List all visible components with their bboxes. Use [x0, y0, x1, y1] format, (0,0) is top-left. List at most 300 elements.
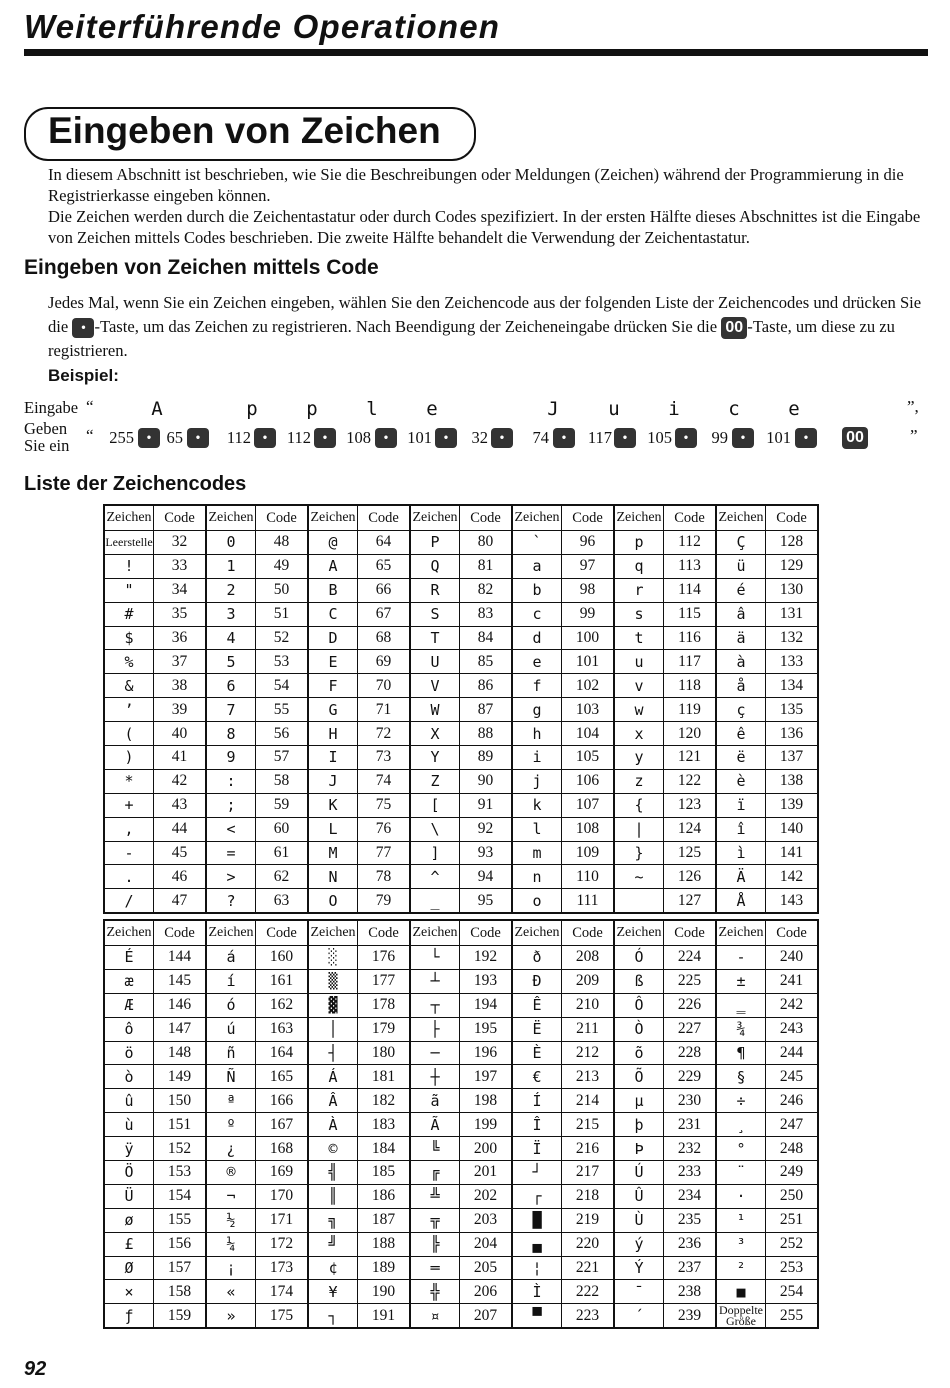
dot-key-icon: •	[72, 318, 94, 338]
code-cell: 112	[664, 531, 717, 555]
code-cell: 180	[358, 1041, 411, 1065]
char-cell: [	[410, 793, 460, 817]
char-cell: o	[512, 889, 562, 913]
char-cell: :	[206, 769, 256, 793]
table-row	[104, 993, 818, 1017]
char-cell: T	[410, 626, 460, 650]
char-cell: ç	[716, 698, 766, 722]
header-code: Code	[664, 505, 717, 531]
example-code: 101	[407, 428, 432, 447]
header-zeichen: Zeichen	[716, 505, 766, 531]
code-cell: 49	[256, 554, 309, 578]
code-cell: 207	[460, 1304, 513, 1328]
code-cell: 214	[562, 1089, 615, 1113]
code-cell: 152	[154, 1137, 207, 1161]
example-code: 99	[711, 428, 728, 447]
code-cell: 143	[766, 889, 819, 913]
header-code: Code	[766, 505, 819, 531]
char-cell: ░	[308, 946, 358, 970]
code-cell: 80	[460, 531, 513, 555]
code-cell: 61	[256, 841, 309, 865]
header-rule	[24, 49, 928, 56]
dot-key-icon: •	[675, 428, 697, 448]
table-row	[104, 1280, 818, 1304]
char-cell: È	[512, 1041, 562, 1065]
char-cell: 7	[206, 698, 256, 722]
example-code: 32	[471, 428, 488, 447]
char-cell: v	[614, 674, 664, 698]
code-cell: 101	[562, 650, 615, 674]
char-cell: ║	[308, 1184, 358, 1208]
code-cell: 94	[460, 865, 513, 889]
code-cell: 225	[664, 969, 717, 993]
code-cell: 223	[562, 1304, 615, 1328]
example-char: A	[151, 398, 163, 420]
code-cell: 217	[562, 1161, 615, 1185]
code-cell: 137	[766, 746, 819, 770]
code-cell: 245	[766, 1065, 819, 1089]
code-cell: 33	[154, 554, 207, 578]
code-cell: 195	[460, 1017, 513, 1041]
char-cell: z	[614, 769, 664, 793]
example-char: i	[668, 398, 680, 420]
code-cell: 155	[154, 1208, 207, 1232]
char-cell: M	[308, 841, 358, 865]
example-close-quote: ”,	[907, 397, 919, 416]
table-row	[104, 531, 818, 555]
dot-key-icon: •	[314, 428, 336, 448]
header-code: Code	[256, 920, 309, 946]
char-cell: /	[104, 889, 154, 913]
char-cell: ú	[206, 1017, 256, 1041]
code-cell: 210	[562, 993, 615, 1017]
example-char: u	[608, 398, 620, 420]
char-cell: ò	[104, 1065, 154, 1089]
char-cell: >	[206, 865, 256, 889]
char-cell: ´	[614, 1304, 664, 1328]
instructions-text-1: Jedes Mal, wenn Sie ein Zeichen eingeben, wählen Sie den Zeichencode aus der folgenden Liste der Zeichencodes und drücken Sie die	[48, 293, 922, 336]
char-cell: %	[104, 650, 154, 674]
char-cell: Ñ	[206, 1065, 256, 1089]
code-cell: 184	[358, 1137, 411, 1161]
header-zeichen: Zeichen	[410, 920, 460, 946]
code-cell: 54	[256, 674, 309, 698]
char-cell: ë	[716, 746, 766, 770]
table-row	[104, 889, 818, 913]
char-cell: y	[614, 746, 664, 770]
code-cell: 123	[664, 793, 717, 817]
table-row	[104, 946, 818, 970]
code-cell: 132	[766, 626, 819, 650]
example-close-quote: ”	[910, 426, 918, 445]
code-cell: 236	[664, 1232, 717, 1256]
char-cell: -	[104, 841, 154, 865]
code-cell: 229	[664, 1065, 717, 1089]
code-cell: 114	[664, 578, 717, 602]
char-cell: Ù	[614, 1208, 664, 1232]
header-zeichen: Zeichen	[410, 505, 460, 531]
char-cell: ╦	[410, 1208, 460, 1232]
header-zeichen: Zeichen	[512, 920, 562, 946]
code-cell: 237	[664, 1256, 717, 1280]
code-cell: 144	[154, 946, 207, 970]
code-cell: 43	[154, 793, 207, 817]
code-cell: 110	[562, 865, 615, 889]
code-cell: 251	[766, 1208, 819, 1232]
code-cell: 231	[664, 1113, 717, 1137]
char-cell: ð	[512, 946, 562, 970]
char-cell: Ò	[614, 1017, 664, 1041]
code-cell: 247	[766, 1113, 819, 1137]
example-code: 105	[647, 428, 672, 447]
code-cell: 35	[154, 602, 207, 626]
code-cell: 99	[562, 602, 615, 626]
code-cell: 75	[358, 793, 411, 817]
table-row	[104, 1137, 818, 1161]
char-cell: ¼	[206, 1232, 256, 1256]
code-cell: 243	[766, 1017, 819, 1041]
code-cell: 234	[664, 1184, 717, 1208]
code-cell: 135	[766, 698, 819, 722]
section-title: Eingeben von Zeichen	[48, 110, 441, 151]
char-cell: Æ	[104, 993, 154, 1017]
char-cell: &	[104, 674, 154, 698]
code-cell: 70	[358, 674, 411, 698]
char-cell: ¹	[716, 1208, 766, 1232]
char-cell: ¡	[206, 1256, 256, 1280]
header-code: Code	[154, 505, 207, 531]
code-cell: 209	[562, 969, 615, 993]
char-cell: b	[512, 578, 562, 602]
code-cell: 222	[562, 1280, 615, 1304]
code-cell: 146	[154, 993, 207, 1017]
code-cell: 38	[154, 674, 207, 698]
char-cell: ½	[206, 1208, 256, 1232]
char-cell: Ä	[716, 865, 766, 889]
code-cell: 156	[154, 1232, 207, 1256]
code-cell: 102	[562, 674, 615, 698]
char-cell: €	[512, 1065, 562, 1089]
code-cell: 118	[664, 674, 717, 698]
table-row	[104, 1113, 818, 1137]
header-zeichen: Zeichen	[206, 505, 256, 531]
char-cell: ª	[206, 1089, 256, 1113]
char-cell: k	[512, 793, 562, 817]
code-cell: 218	[562, 1184, 615, 1208]
char-cell: ▓	[308, 993, 358, 1017]
char-cell: m	[512, 841, 562, 865]
code-cell: 76	[358, 817, 411, 841]
char-cell: Ø	[104, 1256, 154, 1280]
code-cell: 220	[562, 1232, 615, 1256]
instructions-text-2: -Taste, um das Zeichen zu registrieren. Nach Beendigung der Zeicheneingabe drücken Sie die	[94, 317, 718, 336]
code-cell: 193	[460, 969, 513, 993]
char-cell: û	[104, 1089, 154, 1113]
code-cell: 77	[358, 841, 411, 865]
dot-key-icon: •	[435, 428, 457, 448]
code-cell: 227	[664, 1017, 717, 1041]
char-cell: ’	[104, 698, 154, 722]
code-cell: 103	[562, 698, 615, 722]
char-cell: ]	[410, 841, 460, 865]
char-cell: °	[716, 1137, 766, 1161]
char-cell: #	[104, 602, 154, 626]
char-cell: Î	[512, 1113, 562, 1137]
char-cell: à	[716, 650, 766, 674]
example-code: 255	[109, 428, 134, 447]
char-cell: ┼	[410, 1065, 460, 1089]
code-cell: 213	[562, 1065, 615, 1089]
char-cell: J	[308, 769, 358, 793]
header-code: Code	[562, 505, 615, 531]
subsection-heading: Eingeben von Zeichen mittels Code	[24, 256, 379, 279]
code-cell: 41	[154, 746, 207, 770]
code-cell: 242	[766, 993, 819, 1017]
char-cell: ‗	[716, 993, 766, 1017]
char-cell: 4	[206, 626, 256, 650]
code-cell: 163	[256, 1017, 309, 1041]
code-cell: 91	[460, 793, 513, 817]
code-cell: 65	[358, 554, 411, 578]
header-code: Code	[358, 920, 411, 946]
char-cell: ¬	[206, 1184, 256, 1208]
code-cell: 51	[256, 602, 309, 626]
table-row	[104, 817, 818, 841]
code-cell: 127	[664, 889, 717, 913]
double-zero-key-icon: 00	[721, 317, 747, 339]
header-zeichen: Zeichen	[104, 920, 154, 946]
char-cell: â	[716, 602, 766, 626]
char-cell: ·	[716, 1184, 766, 1208]
code-cell: 53	[256, 650, 309, 674]
code-cell: 57	[256, 746, 309, 770]
code-cell: 206	[460, 1280, 513, 1304]
char-cell: l	[512, 817, 562, 841]
dot-key-icon: •	[553, 428, 575, 448]
char-cell: ─	[410, 1041, 460, 1065]
char-cell: e	[512, 650, 562, 674]
code-cell: 228	[664, 1041, 717, 1065]
char-cell: i	[512, 746, 562, 770]
code-cell: 58	[256, 769, 309, 793]
char-cell: ~	[614, 865, 664, 889]
code-cell: 253	[766, 1256, 819, 1280]
char-cell: █	[512, 1208, 562, 1232]
code-cell: 84	[460, 626, 513, 650]
dot-key-icon: •	[375, 428, 397, 448]
char-cell: ¯	[614, 1280, 664, 1304]
char-cell: ¤	[410, 1304, 460, 1328]
char-cell: 5	[206, 650, 256, 674]
code-cell: 40	[154, 722, 207, 746]
code-cell: 181	[358, 1065, 411, 1089]
header-zeichen: Zeichen	[614, 505, 664, 531]
code-cell: 183	[358, 1113, 411, 1137]
code-cell: 168	[256, 1137, 309, 1161]
char-cell: ╠	[410, 1232, 460, 1256]
char-cell: Û	[614, 1184, 664, 1208]
intro-paragraph-1: In diesem Abschnitt ist beschrieben, wie Sie die Beschreibungen oder Meldungen (Zeichen) während der Programmierung in die Registrierkasse eingeben können.	[48, 165, 904, 205]
char-cell: +	[104, 793, 154, 817]
char-cell: ƒ	[104, 1304, 154, 1328]
code-cell: 160	[256, 946, 309, 970]
code-cell: 172	[256, 1232, 309, 1256]
example-open-quote: “	[86, 426, 94, 445]
char-cell: h	[512, 722, 562, 746]
code-cell: 71	[358, 698, 411, 722]
char-cell: ┘	[512, 1161, 562, 1185]
char-cell: g	[512, 698, 562, 722]
example-char: J	[547, 398, 559, 420]
dot-key-icon: •	[187, 428, 209, 448]
example-input-label: Eingabe	[24, 398, 79, 417]
code-cell: 230	[664, 1089, 717, 1113]
char-cell: q	[614, 554, 664, 578]
char-cell: 2	[206, 578, 256, 602]
code-cell: 178	[358, 993, 411, 1017]
code-cell: 244	[766, 1041, 819, 1065]
code-cell: 32	[154, 531, 207, 555]
char-cell: ì	[716, 841, 766, 865]
char-cell: é	[716, 578, 766, 602]
header-zeichen: Zeichen	[512, 505, 562, 531]
table-row	[104, 554, 818, 578]
char-cell: {	[614, 793, 664, 817]
char-cell: B	[308, 578, 358, 602]
char-cell: ╬	[410, 1280, 460, 1304]
code-cell: 158	[154, 1280, 207, 1304]
table-header-row	[104, 920, 818, 946]
example-char: e	[788, 398, 800, 420]
header-zeichen: Zeichen	[104, 505, 154, 531]
header-code: Code	[562, 920, 615, 946]
example-open-quote: “	[86, 397, 94, 416]
code-cell: 198	[460, 1089, 513, 1113]
code-cell: 241	[766, 969, 819, 993]
code-cell: 179	[358, 1017, 411, 1041]
char-cell: ╚	[410, 1137, 460, 1161]
instructions-text-3: -Taste, um diese zu zu registrieren.	[48, 317, 895, 361]
code-cell: 232	[664, 1137, 717, 1161]
char-cell: └	[410, 946, 460, 970]
char-cell: À	[308, 1113, 358, 1137]
code-cell: 116	[664, 626, 717, 650]
char-cell: ÿ	[104, 1137, 154, 1161]
char-cell: 0	[206, 531, 256, 555]
char-cell: õ	[614, 1041, 664, 1065]
code-cell: 82	[460, 578, 513, 602]
code-cell: 199	[460, 1113, 513, 1137]
char-cell: ã	[410, 1089, 460, 1113]
example-code: 112	[286, 428, 311, 447]
code-cell: 157	[154, 1256, 207, 1280]
char-cell: ý	[614, 1232, 664, 1256]
char-cell: £	[104, 1232, 154, 1256]
code-cell: 60	[256, 817, 309, 841]
table-header-row	[104, 505, 818, 531]
char-cell: L	[308, 817, 358, 841]
char-cell: "	[104, 578, 154, 602]
char-cell: j	[512, 769, 562, 793]
code-instructions	[48, 291, 923, 363]
char-cell: S	[410, 602, 460, 626]
code-cell: 67	[358, 602, 411, 626]
code-cell: 197	[460, 1065, 513, 1089]
code-cell: 226	[664, 993, 717, 1017]
code-cell: 34	[154, 578, 207, 602]
char-cell: µ	[614, 1089, 664, 1113]
code-cell: 42	[154, 769, 207, 793]
code-cell: 93	[460, 841, 513, 865]
char-cell: Å	[716, 889, 766, 913]
code-cell: 233	[664, 1161, 717, 1185]
code-cell: 105	[562, 746, 615, 770]
char-cell: Õ	[614, 1065, 664, 1089]
header-code: Code	[154, 920, 207, 946]
table-row	[104, 969, 818, 993]
char-cell: ═	[410, 1256, 460, 1280]
char-cell: ┴	[410, 969, 460, 993]
code-cell: 68	[358, 626, 411, 650]
char-cell: ;	[206, 793, 256, 817]
code-cell: 177	[358, 969, 411, 993]
dot-key-icon: •	[491, 428, 513, 448]
char-cell: ±	[716, 969, 766, 993]
char-cell: ┐	[308, 1304, 358, 1328]
char-cell: 3	[206, 602, 256, 626]
code-cell: 128	[766, 531, 819, 555]
code-cell: 46	[154, 865, 207, 889]
code-cell: 115	[664, 602, 717, 626]
code-cell: 139	[766, 793, 819, 817]
code-cell: 169	[256, 1161, 309, 1185]
character-code-table-1	[103, 504, 819, 914]
code-cell: 182	[358, 1089, 411, 1113]
char-cell: ┤	[308, 1041, 358, 1065]
code-cell: 66	[358, 578, 411, 602]
code-cell: 185	[358, 1161, 411, 1185]
char-cell: *	[104, 769, 154, 793]
table-row	[104, 1256, 818, 1280]
char-cell: º	[206, 1113, 256, 1137]
char-cell: │	[308, 1017, 358, 1041]
example-code: 108	[346, 428, 371, 447]
char-cell: ê	[716, 722, 766, 746]
char-cell: §	[716, 1065, 766, 1089]
table-row	[104, 650, 818, 674]
header-code: Code	[358, 505, 411, 531]
char-cell: ¿	[206, 1137, 256, 1161]
char-cell: Doppelte Größe	[716, 1304, 766, 1328]
code-list-heading: Liste der Zeichencodes	[24, 473, 247, 495]
code-cell: 125	[664, 841, 717, 865]
code-cell: 162	[256, 993, 309, 1017]
code-cell: 98	[562, 578, 615, 602]
code-cell: 141	[766, 841, 819, 865]
code-cell: 134	[766, 674, 819, 698]
char-cell: W	[410, 698, 460, 722]
page-header-title: Weiterführende Operationen	[24, 8, 501, 45]
code-cell: 151	[154, 1113, 207, 1137]
table-row	[104, 1089, 818, 1113]
header-zeichen: Zeichen	[308, 505, 358, 531]
code-cell: 192	[460, 946, 513, 970]
char-cell: ï	[716, 793, 766, 817]
code-cell: 119	[664, 698, 717, 722]
char-cell: a	[512, 554, 562, 578]
code-cell: 171	[256, 1208, 309, 1232]
char-cell: Ï	[512, 1137, 562, 1161]
